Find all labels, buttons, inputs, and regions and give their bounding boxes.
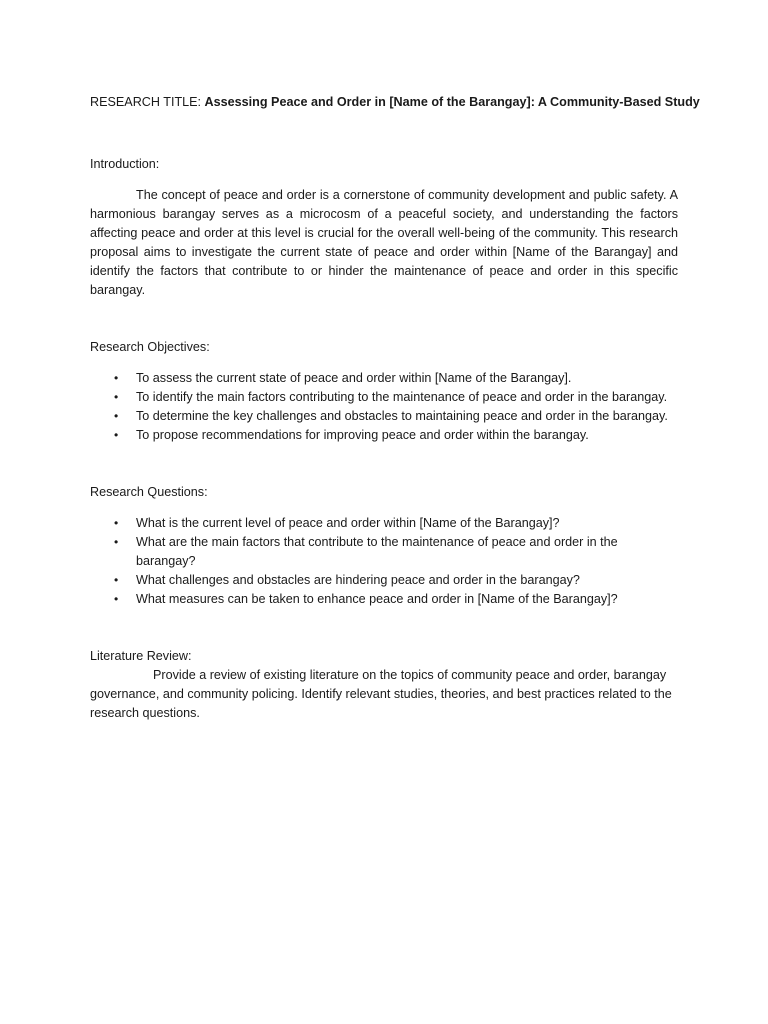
research-title-text: Assessing Peace and Order in [Name of the Barangay]: A Community-Based Study: [204, 95, 700, 109]
bullet-icon: •: [114, 371, 119, 385]
objective-text: To assess the current state of peace and order within [Name of the Barangay].: [136, 371, 572, 385]
bullet-icon: •: [114, 592, 119, 606]
list-item: [90, 388, 678, 407]
question-text: What challenges and obstacles are hindering peace and order in the barangay?: [136, 573, 580, 587]
introduction-heading: Introduction:: [90, 157, 160, 171]
objective-text: To propose recommendations for improving peace and order within the barangay.: [136, 428, 589, 442]
list-item: [90, 590, 678, 609]
objective-text: To determine the key challenges and obstacles to maintaining peace and order in the barangay.: [136, 409, 668, 423]
bullet-icon: •: [114, 516, 119, 530]
list-item: [90, 533, 678, 571]
questions-list: [90, 514, 678, 609]
research-title: [90, 93, 700, 112]
question-text: What are the main factors that contribute to the maintenance of peace and order in the barangay?: [136, 535, 618, 568]
introduction-paragraph: The concept of peace and order is a cornerstone of community development and public safety. A harmonious barangay serves as a microcosm of a peaceful society, and understanding the factors affecting peace and order at this level is crucial for the overall well-being of the community. This research proposal aims to investigate the current state of peace and order within [Name of the Barangay] and identify the factors that contribute to or hinder the maintenance of peace and order in this specific barangay.: [90, 188, 678, 297]
objectives-heading: Research Objectives:: [90, 340, 210, 354]
literature-review-heading: Literature Review:: [90, 649, 192, 663]
bullet-icon: •: [114, 409, 119, 423]
bullet-icon: •: [114, 390, 119, 404]
objectives-list: [90, 369, 678, 445]
question-text: What is the current level of peace and order within [Name of the Barangay]?: [136, 516, 560, 530]
bullet-icon: •: [114, 535, 119, 549]
list-item: [90, 407, 678, 426]
list-item: [90, 369, 678, 388]
document-content: [90, 93, 700, 723]
literature-review-paragraph: Provide a review of existing literature on the topics of community peace and order, barangay governance, and community policing. Identify relevant studies, theories, and best practices related to the research questions.: [90, 668, 672, 720]
research-title-label: RESEARCH TITLE:: [90, 95, 205, 109]
list-item: [90, 571, 678, 590]
objective-text: To identify the main factors contributing to the maintenance of peace and order in the barangay.: [136, 390, 668, 404]
list-item: [90, 426, 678, 445]
bullet-icon: •: [114, 428, 119, 442]
bullet-icon: •: [114, 573, 119, 587]
list-item: [90, 514, 678, 533]
question-text: What measures can be taken to enhance peace and order in [Name of the Barangay]?: [136, 592, 618, 606]
questions-heading: Research Questions:: [90, 485, 208, 499]
